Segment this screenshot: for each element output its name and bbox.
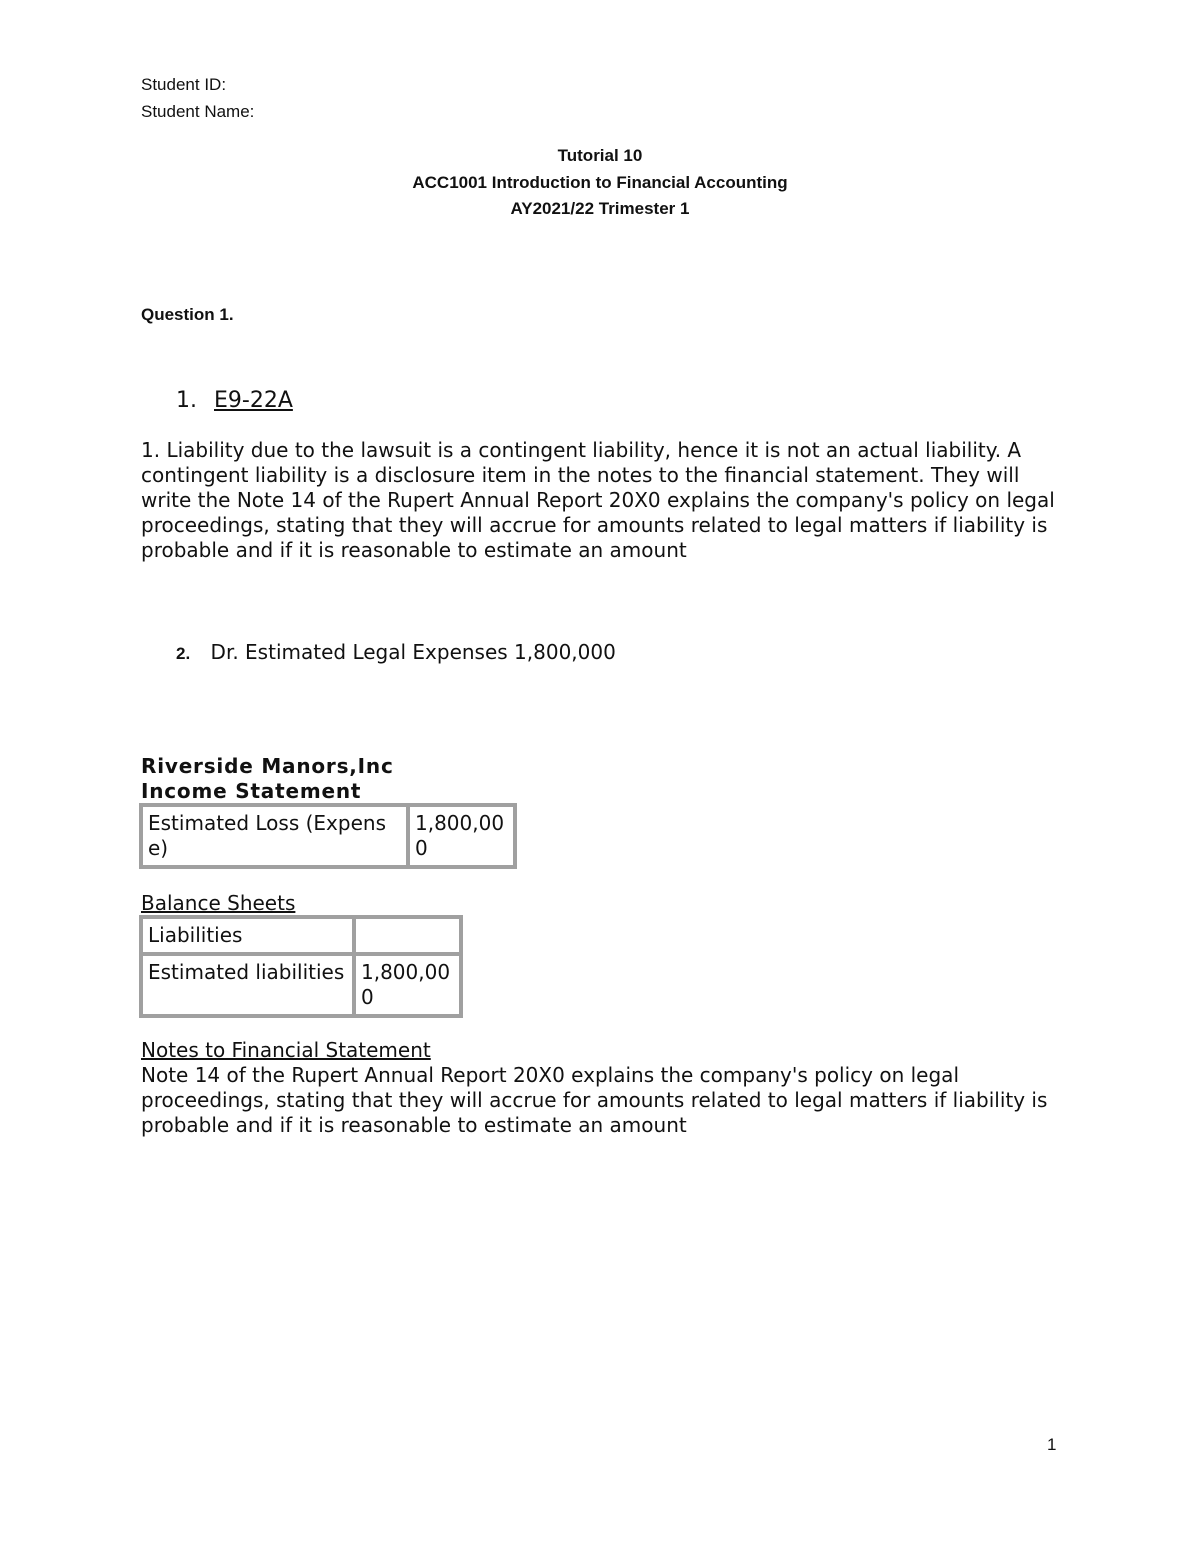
balance-row-label: Liabilities <box>141 917 354 954</box>
tutorial-title: Tutorial 10 <box>557 146 643 165</box>
income-row-value: 1,800,000 <box>408 805 515 867</box>
question-label: Question 1. <box>141 305 234 324</box>
page-number: 1 <box>1047 1435 1057 1454</box>
term-title: AY2021/22 Trimester 1 <box>510 199 690 218</box>
table-row <box>141 917 461 954</box>
exercise-title: E9-22A <box>214 388 293 413</box>
income-statement-table <box>139 803 517 869</box>
course-title: ACC1001 Introduction to Financial Accounting <box>412 173 788 192</box>
balance-sheet-table <box>139 915 463 1018</box>
answer-2-text: Dr. Estimated Legal Expenses 1,800,000 <box>210 640 616 664</box>
table-row <box>141 805 515 867</box>
student-id-label: Student ID: <box>141 75 227 94</box>
balance-sheet-heading: Balance Sheets <box>141 891 296 915</box>
income-row-label: Estimated Loss (Expense) <box>141 805 408 867</box>
answer-2-number: 2. <box>176 644 191 663</box>
table-row <box>141 954 461 1016</box>
notes-heading: Notes to Financial Statement <box>141 1038 431 1062</box>
exercise-number: 1. <box>176 388 197 413</box>
company-name: Riverside Manors,Inc <box>141 754 394 778</box>
balance-row-label: Estimated liabilities <box>141 954 354 1016</box>
balance-row-value: 1,800,000 <box>354 954 461 1016</box>
answer-2-line <box>176 640 616 666</box>
income-statement-heading: Income Statement <box>141 779 362 803</box>
exercise-heading <box>176 388 293 413</box>
student-name-label: Student Name: <box>141 102 255 121</box>
answer-1-paragraph: 1. Liability due to the lawsuit is a contingent liability, hence it is not an actual liability. A contingent liability is a disclosure item in the notes to the financial statement. They will write the Note 14 of the Rupert Annual Report 20X0 explains the company's policy on legal proceedings, stating that they will accrue for amounts related to legal matters if liability is probable and if it is reasonable to estimate an amount <box>141 438 1055 562</box>
notes-text: Note 14 of the Rupert Annual Report 20X0 explains the company's policy on legal proceedings, stating that they will accrue for amounts related to legal matters if liability is probable and if it is reasonable to estimate an amount <box>141 1063 1048 1137</box>
balance-row-value <box>354 917 461 954</box>
